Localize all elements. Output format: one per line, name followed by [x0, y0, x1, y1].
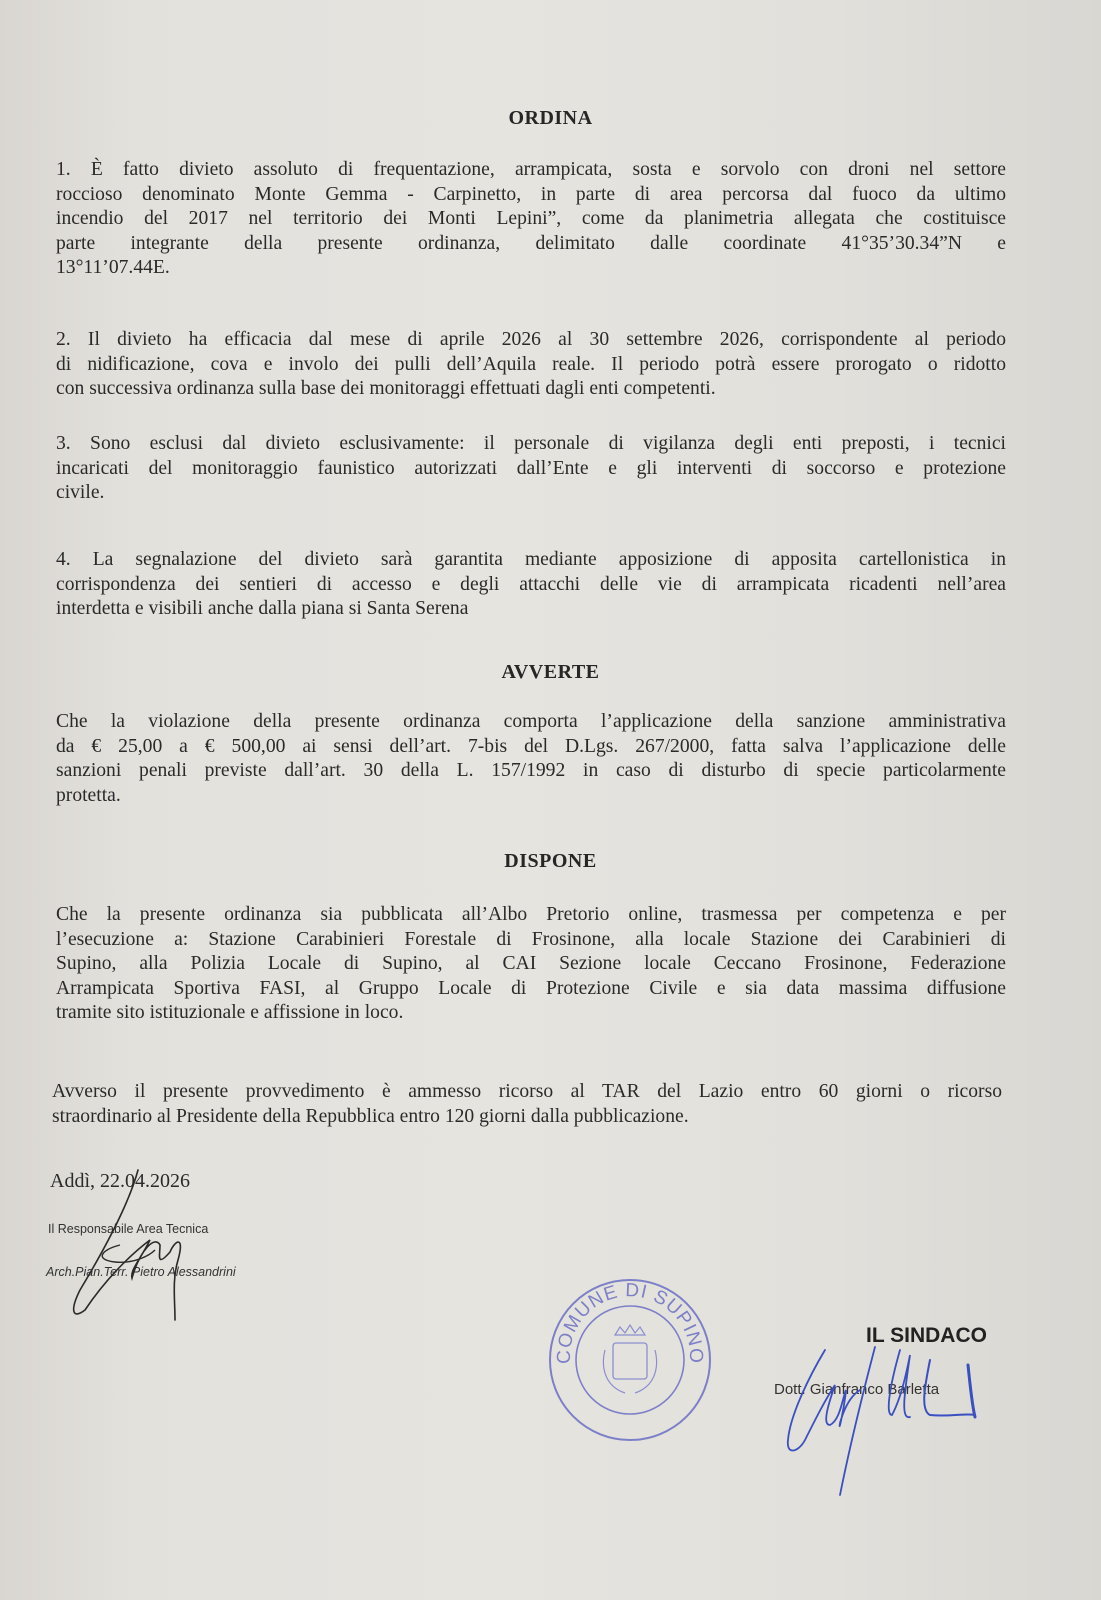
stamp-text: COMUNE DI SUPINO: [553, 1280, 707, 1364]
sindaco-name: Dott. Gianfranco Barletta: [774, 1381, 940, 1398]
text-line: di nidificazione, cova e involo dei pulli dell’Aquila reale. Il periodo potrà essere prorogato o ridotto: [56, 353, 1006, 375]
ricorso-paragraph: [52, 1080, 1002, 1129]
text-line: interdetta e visibili anche dalla piana si Santa Serena: [56, 598, 469, 620]
responsabile-signature: [60, 1160, 210, 1330]
text-line: straordinario al Presidente della Repubblica entro 120 giorni dalla pubblicazione.: [52, 1105, 689, 1127]
text-line: protetta.: [56, 784, 121, 806]
text-line: incaricati del monitoraggio faunistico autorizzati dall’Ente e gli interventi di soccorso e protezione: [56, 457, 1006, 479]
responsabile-title: Il Responsabile Area Tecnica: [48, 1222, 209, 1236]
text-line: Che la violazione della presente ordinanza comporta l’applicazione della sanzione amministrativa: [56, 711, 1006, 732]
heading-avverte: AVVERTE: [501, 661, 600, 683]
sindaco-title: IL SINDACO: [866, 1324, 987, 1347]
text-line: l’esecuzione a: Stazione Carabinieri Forestale di Frosinone, alla locale Stazione dei Carabinieri di: [56, 928, 1006, 950]
text-line: Avverso il presente provvedimento è ammesso ricorso al TAR del Lazio entro 60 giorni o ricorso: [52, 1081, 1002, 1102]
sindaco-signature: [780, 1345, 1000, 1500]
responsabile-name: Arch.Pian.Terr. Pietro Alessandrini: [46, 1265, 236, 1279]
comune-stamp: [545, 1275, 715, 1445]
heading-ordina: ORDINA: [508, 107, 593, 129]
text-line: 3. Sono esclusi dal divieto esclusivamente: il personale di vigilanza degli enti preposti, i tecnici: [56, 433, 1006, 454]
text-line: 2. Il divieto ha efficacia dal mese di aprile 2026 al 30 settembre 2026, corrispondente al periodo: [56, 329, 1006, 350]
text-line: civile.: [56, 482, 105, 504]
text-line: sanzioni penali previste dall’art. 30 della L. 157/1992 in caso di disturbo di specie particolarmente: [56, 760, 1006, 782]
ordina-item-4: [56, 548, 1006, 622]
text-line: Arrampicata Sportiva FASI, al Gruppo Locale di Protezione Civile e sia data massima diffusione: [56, 977, 1006, 999]
text-line: 4. La segnalazione del divieto sarà garantita mediante apposizione di apposita cartellonistica in: [56, 549, 1006, 570]
ordina-item-2: [56, 328, 1006, 402]
heading-dispone: DISPONE: [504, 850, 597, 872]
text-line: incendio del 2017 nel territorio dei Monti Lepini”, come da planimetria allegata che costituisce: [56, 208, 1006, 230]
avverte-paragraph: [56, 710, 1006, 808]
text-line: corrispondenza dei sentieri di accesso e degli attacchi delle vie di arrampicata ricadenti nell’area: [56, 573, 1006, 595]
ordina-item-3: [56, 432, 1006, 506]
text-line: con successiva ordinanza sulla base dei monitoraggi effettuati dagli enti competenti.: [56, 378, 716, 400]
text-line: da € 25,00 a € 500,00 ai sensi dell’art. 7-bis del D.Lgs. 267/2000, fatta salva l’applicazione delle: [56, 735, 1006, 757]
text-line: 1. È fatto divieto assoluto di frequentazione, arrampicata, sosta e sorvolo con droni nel settore: [56, 159, 1006, 180]
text-line: Supino, alla Polizia Locale di Supino, al CAI Sezione locale Ceccano Frosinone, Federazione: [56, 953, 1006, 975]
ordina-item-1: [56, 158, 1006, 281]
text-line: parte integrante della presente ordinanza, delimitato dalle coordinate 41°35’30.34”N e: [56, 232, 1006, 254]
text-line: Che la presente ordinanza sia pubblicata all’Albo Pretorio online, trasmessa per competenza e per: [56, 904, 1006, 925]
dispone-paragraph: [56, 903, 1006, 1026]
text-line: 13°11’07.44E.: [56, 257, 170, 279]
text-line: roccioso denominato Monte Gemma - Carpinetto, in parte di area percorsa dal fuoco da ultimo: [56, 183, 1006, 205]
date-line: Addì, 22.04.2026: [50, 1170, 190, 1192]
text-line: tramite sito istituzionale e affissione in loco.: [56, 1002, 404, 1024]
